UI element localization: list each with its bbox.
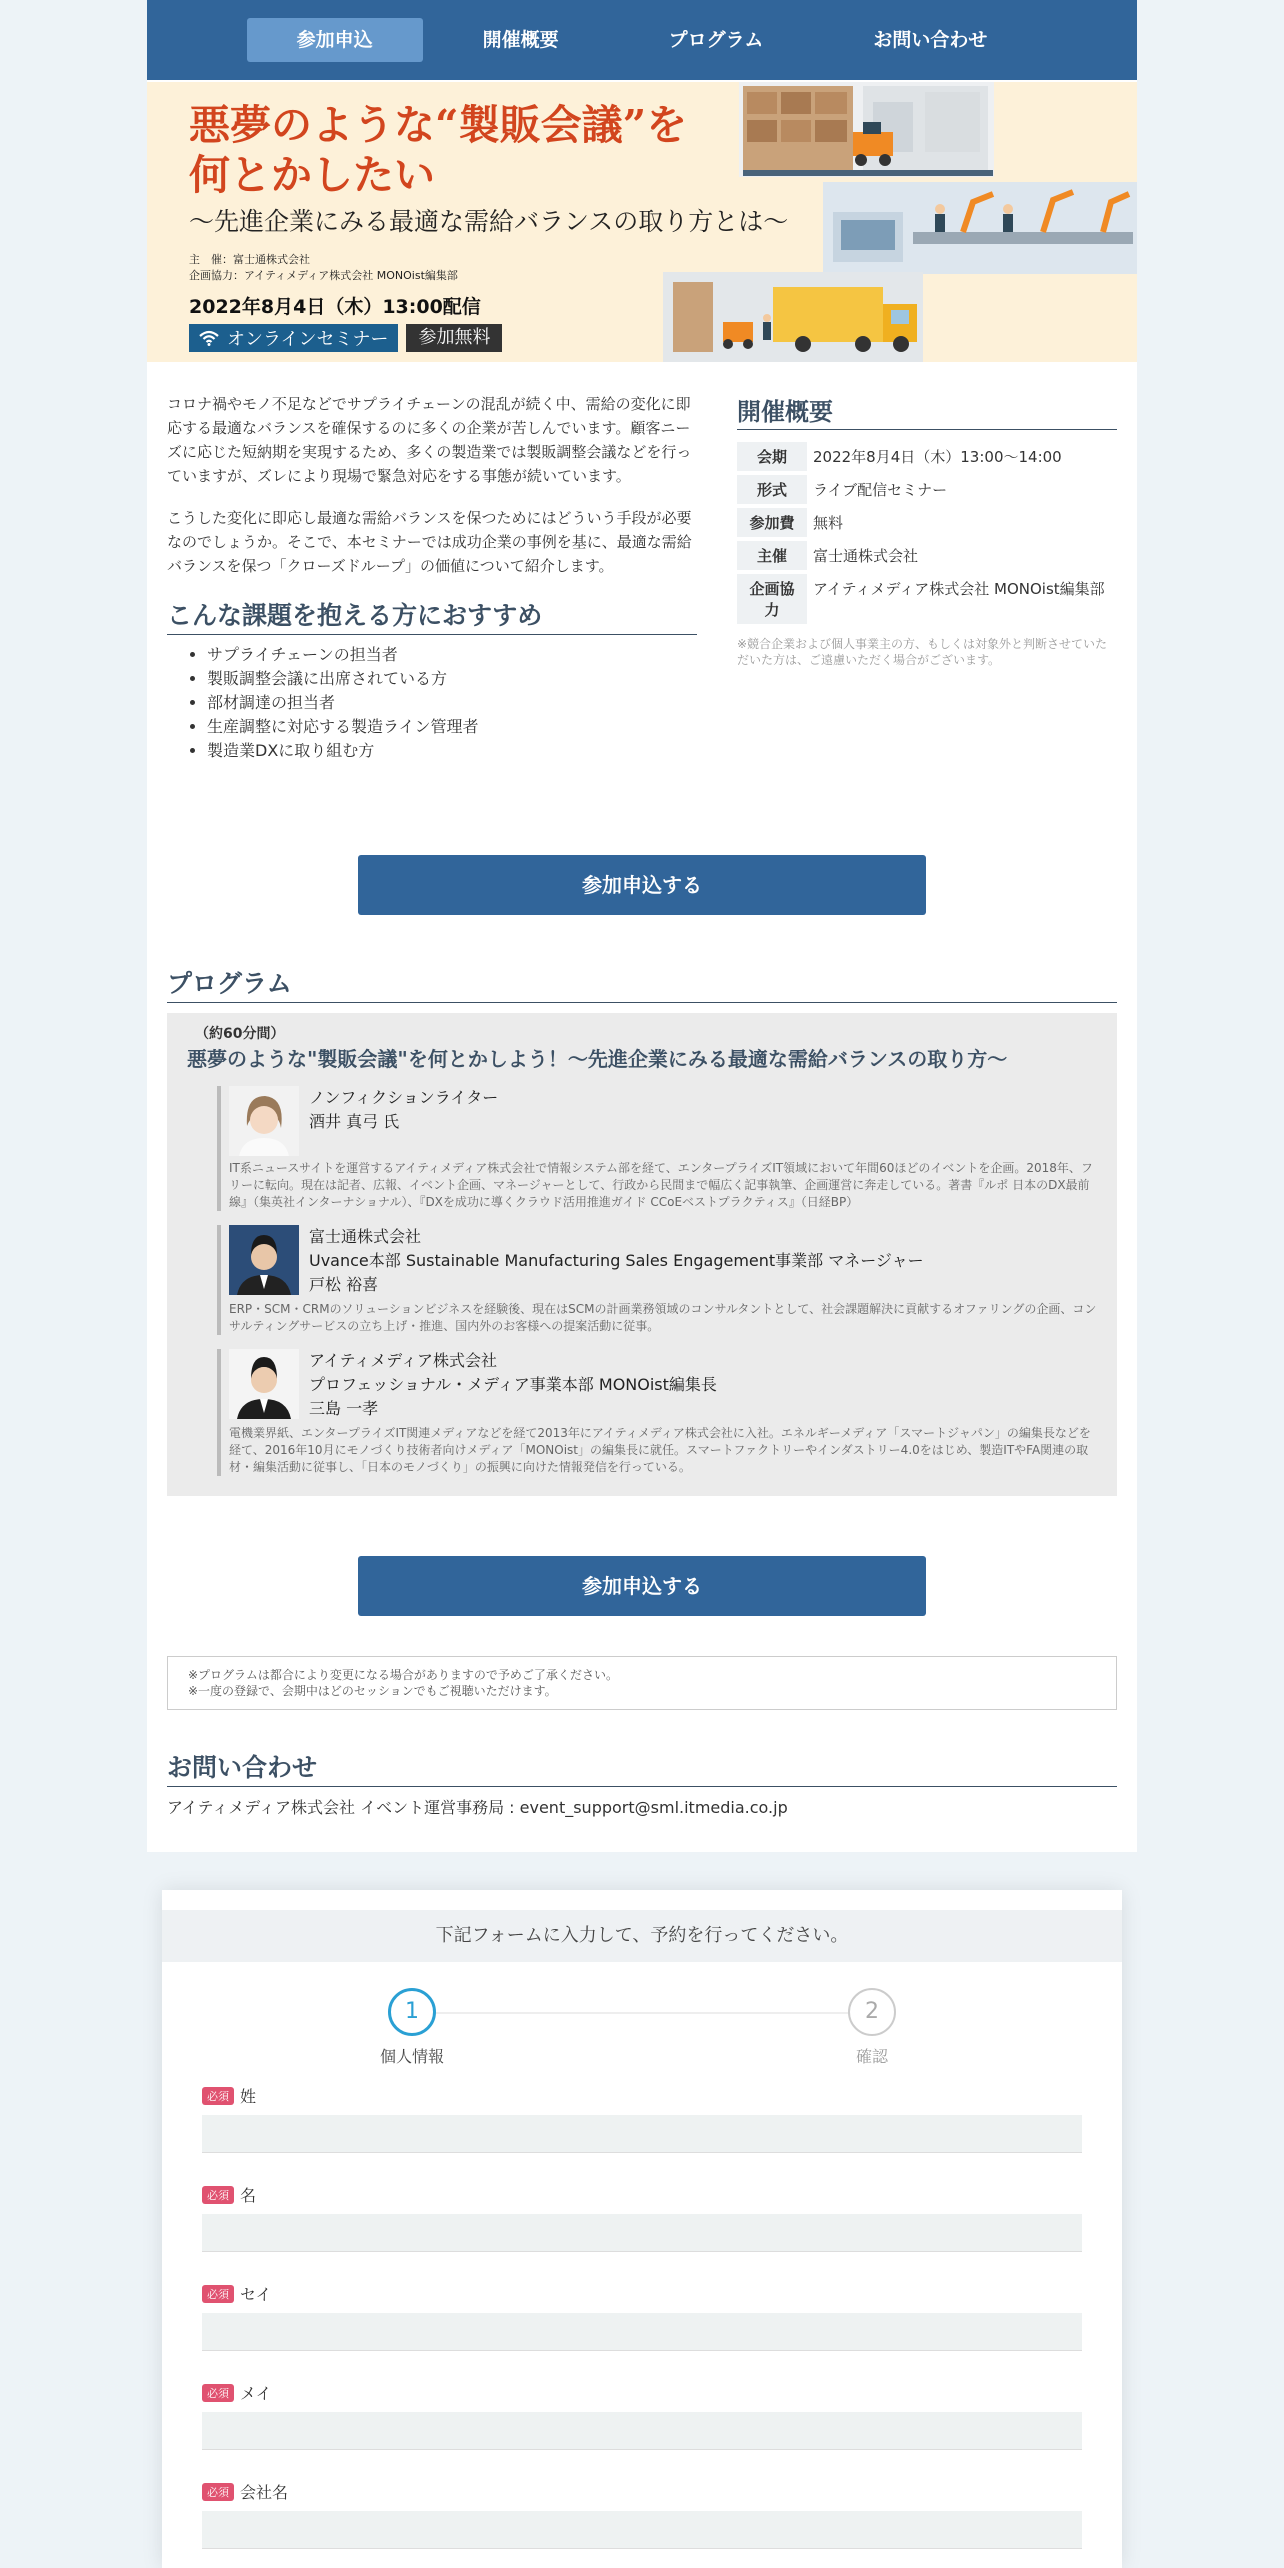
intro-paragraph-2: こうした変化に即応し最適な需給バランスを保つためにはどういう手段が必要なのでしょうか。そこで、本セミナーでは成功企業の事例を基に、最適な需給バランスを保つ「クローズドループ」の価値について紹介します。: [167, 509, 692, 575]
field-first-name-kana: [202, 2381, 1082, 2450]
required-badge: 必須: [202, 2186, 234, 2204]
warehouse-factory-illustration: [663, 82, 1137, 362]
speaker-info: [309, 1086, 498, 1156]
field-last-name: [202, 2084, 1082, 2153]
overview-key: 主催: [737, 541, 807, 570]
page-container: [147, 0, 1137, 1852]
step-number: 2: [848, 1988, 896, 2036]
program-box: [167, 1013, 1117, 1496]
program-heading: プログラム: [167, 964, 1117, 1003]
free-badge: 参加無料: [406, 324, 502, 352]
program-notes: [167, 1656, 1117, 1710]
table-row: [737, 541, 1117, 570]
speaker-company: アイティメディア株式会社: [309, 1351, 498, 1370]
contact-section: [167, 1748, 1117, 1818]
field-last-name-kana: [202, 2282, 1082, 2351]
company-input[interactable]: [202, 2511, 1082, 2549]
step-label: 個人情報: [379, 2047, 444, 2066]
hero-title-line2: 何とかしたい: [189, 151, 435, 199]
step-label: 確認: [855, 2047, 888, 2066]
speaker-info: [309, 1225, 924, 1297]
overview-heading: 開催概要: [737, 392, 1117, 430]
speaker-name: 酒井 真弓 氏: [309, 1112, 400, 1131]
step-personal-info: [352, 1988, 472, 2067]
hero-organizer: 主 催：富士通株式会社: [189, 253, 310, 266]
table-row: [737, 475, 1117, 504]
speaker-bio: IT系ニュースサイトを運営するアイティメディア株式会社で情報システム部を経て、エンタープライズIT領域において年間60ほどのイベントを企画。2018年、フリーに転向。現在は記者、広報、イベント企画、マネージャーとして、行政から民間まで幅広く記事執筆、企画運営に奔走している。著書『ルポ 日本のDX最前線』（集英社インターナショナル）、『DXを成功に導くクラウド活用推進ガイド CCoEベストプラクティス』（日経BP）: [229, 1161, 1093, 1209]
form-header: 下記フォームに入力して、予約を行ってください。: [162, 1910, 1122, 1962]
program-title: 悪夢のような"製販会議"を何とかしよう！～先進企業にみる最適な需給バランスの取り方～: [187, 1047, 1008, 1071]
nav-item-program[interactable]: プログラム: [668, 29, 764, 51]
overview-table: [737, 438, 1117, 628]
intro-section: [167, 392, 697, 578]
hero-cooperation: 企画協力：アイティメディア株式会社 MONOist編集部: [189, 269, 458, 282]
form-stepper: [162, 1962, 1122, 2072]
first-name-kana-input[interactable]: [202, 2412, 1082, 2450]
field-label: 姓: [240, 2087, 257, 2106]
overview-value: 2022年8月4日（木）13:00～14:00: [813, 448, 1062, 466]
field-company: [202, 2480, 1082, 2549]
required-badge: 必須: [202, 2384, 234, 2402]
overview-section: [737, 392, 1117, 668]
list-item: • 製造業DXに取り組む方: [207, 739, 697, 763]
form-fields: [162, 2084, 1122, 2549]
top-nav: [147, 0, 1137, 80]
apply-button-top[interactable]: 参加申込する: [358, 855, 926, 915]
note-line: ※プログラムは都合により変更になる場合がありますので予めご了承ください。: [188, 1668, 618, 1682]
contact-heading: お問い合わせ: [167, 1748, 1117, 1787]
table-row: [737, 574, 1117, 624]
hero-organizers: [189, 252, 458, 284]
speaker-bio: ERP・SCM・CRMのソリューションビジネスを経験後、現在はSCMの計画業務領域のコンサルタントとして、社会課題解決に貢献するオファリングの企画、コンサルティングサービスの立ち上げ・推進、国内外のお客様への提案活動に従事。: [229, 1302, 1097, 1333]
speaker-affiliation: ノンフィクションライター: [309, 1088, 499, 1107]
field-label: 会社名: [240, 2483, 289, 2502]
nav-item-contact[interactable]: お問い合わせ: [873, 29, 988, 51]
speaker-card: [217, 1086, 1097, 1211]
step-number: 1: [388, 1988, 436, 2036]
target-list: [167, 643, 697, 763]
first-name-input[interactable]: [202, 2214, 1082, 2252]
speaker-company: 富士通株式会社: [309, 1227, 422, 1246]
required-badge: 必須: [202, 2285, 234, 2303]
nav-item-overview[interactable]: 開催概要: [482, 29, 559, 51]
hero-banner: [147, 82, 1137, 362]
speaker-card: [217, 1349, 1097, 1476]
table-row: [737, 508, 1117, 537]
speaker-photo: [229, 1086, 299, 1156]
required-badge: 必須: [202, 2483, 234, 2501]
list-item: • 部材調達の担当者: [207, 691, 697, 715]
online-badge-label: オンラインセミナー: [227, 329, 389, 350]
list-item: • 製販調整会議に出席されている方: [207, 667, 697, 691]
note-line: ※一度の登録で、会期中はどのセッションでもご視聴いただけます。: [188, 1684, 557, 1698]
overview-value: 無料: [813, 514, 844, 532]
hero-title-line1: 悪夢のような“製販会議”を: [189, 101, 688, 149]
field-label: メイ: [240, 2384, 272, 2403]
last-name-input[interactable]: [202, 2115, 1082, 2153]
overview-key: 形式: [737, 475, 807, 504]
speaker-name: 三島 一孝: [309, 1399, 379, 1418]
overview-note: ※競合企業および個人事業主の方、もしくは対象外と判断させていただいた方は、ご遠慮いただく場合がございます。: [737, 637, 1108, 667]
field-first-name: [202, 2183, 1082, 2252]
list-item: • 生産調整に対応する製造ライン管理者: [207, 715, 697, 739]
program-duration: （約60分間）: [195, 1026, 285, 1042]
stepper-line: [430, 2012, 854, 2014]
speaker-card: [217, 1225, 1097, 1335]
field-label: セイ: [240, 2285, 272, 2304]
nav-item-apply[interactable]: 参加申込: [247, 18, 423, 62]
target-heading: こんな課題を抱える方におすすめ: [167, 596, 697, 635]
hero-title: [189, 100, 687, 200]
overview-key: 参加費: [737, 508, 807, 537]
target-audience-section: [167, 596, 697, 763]
registration-form: [162, 1890, 1122, 2568]
wifi-icon: [199, 330, 219, 346]
step-confirm: [812, 1988, 932, 2067]
speaker-photo: [229, 1349, 299, 1419]
hero-subtitle: 〜先進企業にみる最適な需給バランスの取り方とは〜: [189, 207, 789, 236]
overview-value: アイティメディア株式会社 MONOist編集部: [813, 580, 1105, 598]
speaker-title: プロフェッショナル・メディア事業本部 MONOist編集長: [309, 1375, 717, 1394]
speaker-info: [309, 1349, 717, 1421]
speaker-title: Uvance本部 Sustainable Manufacturing Sales Engagement事業部 マネージャー: [309, 1251, 924, 1270]
hero-date: 2022年8月4日（木）13:00配信: [189, 296, 481, 318]
overview-key: 企画協力: [737, 574, 807, 624]
table-row: [737, 442, 1117, 471]
apply-button-bottom[interactable]: 参加申込する: [358, 1556, 926, 1616]
online-badge: [189, 324, 398, 352]
last-name-kana-input[interactable]: [202, 2313, 1082, 2351]
overview-value: 富士通株式会社: [813, 547, 919, 565]
list-item: • サプライチェーンの担当者: [207, 643, 697, 667]
overview-value: ライブ配信セミナー: [813, 481, 948, 499]
program-section: [167, 964, 1117, 1496]
required-badge: 必須: [202, 2087, 234, 2105]
left-column: [167, 392, 697, 763]
overview-key: 会期: [737, 442, 807, 471]
field-label: 名: [240, 2186, 257, 2205]
speaker-photo: [229, 1225, 299, 1295]
speaker-bio: 電機業界紙、エンタープライズIT関連メディアなどを経て2013年にアイティメディア株式会社に入社。エネルギーメディア「スマートジャパン」の編集長などを経て、2016年10月にモノづくり技術者向けメディア「MONOist」の編集長に就任。スマートファクトリーやインダストリー4.0をはじめ、製造ITやFA関連の取材・編集活動に従事し、「日本のモノづくり」の振興に向けた情報発信を行っている。: [229, 1426, 1091, 1474]
intro-paragraph-1: コロナ禍やモノ不足などでサプライチェーンの混乱が続く中、需給の変化に即応する最適なバランスを確保するのに多くの企業が苦しんでいます。顧客ニーズに応じた短納期を実現するため、多くの製造業では製販調整会議などを行っていますが、ズレにより現場で緊急対応をする事態が続いています。: [167, 395, 692, 485]
speaker-name: 戸松 裕喜: [309, 1275, 379, 1294]
hero-badges: [189, 324, 502, 352]
contact-text: アイティメディア株式会社 イベント運営事務局 : event_support@sml.itmedia.co.jp: [167, 1798, 788, 1817]
